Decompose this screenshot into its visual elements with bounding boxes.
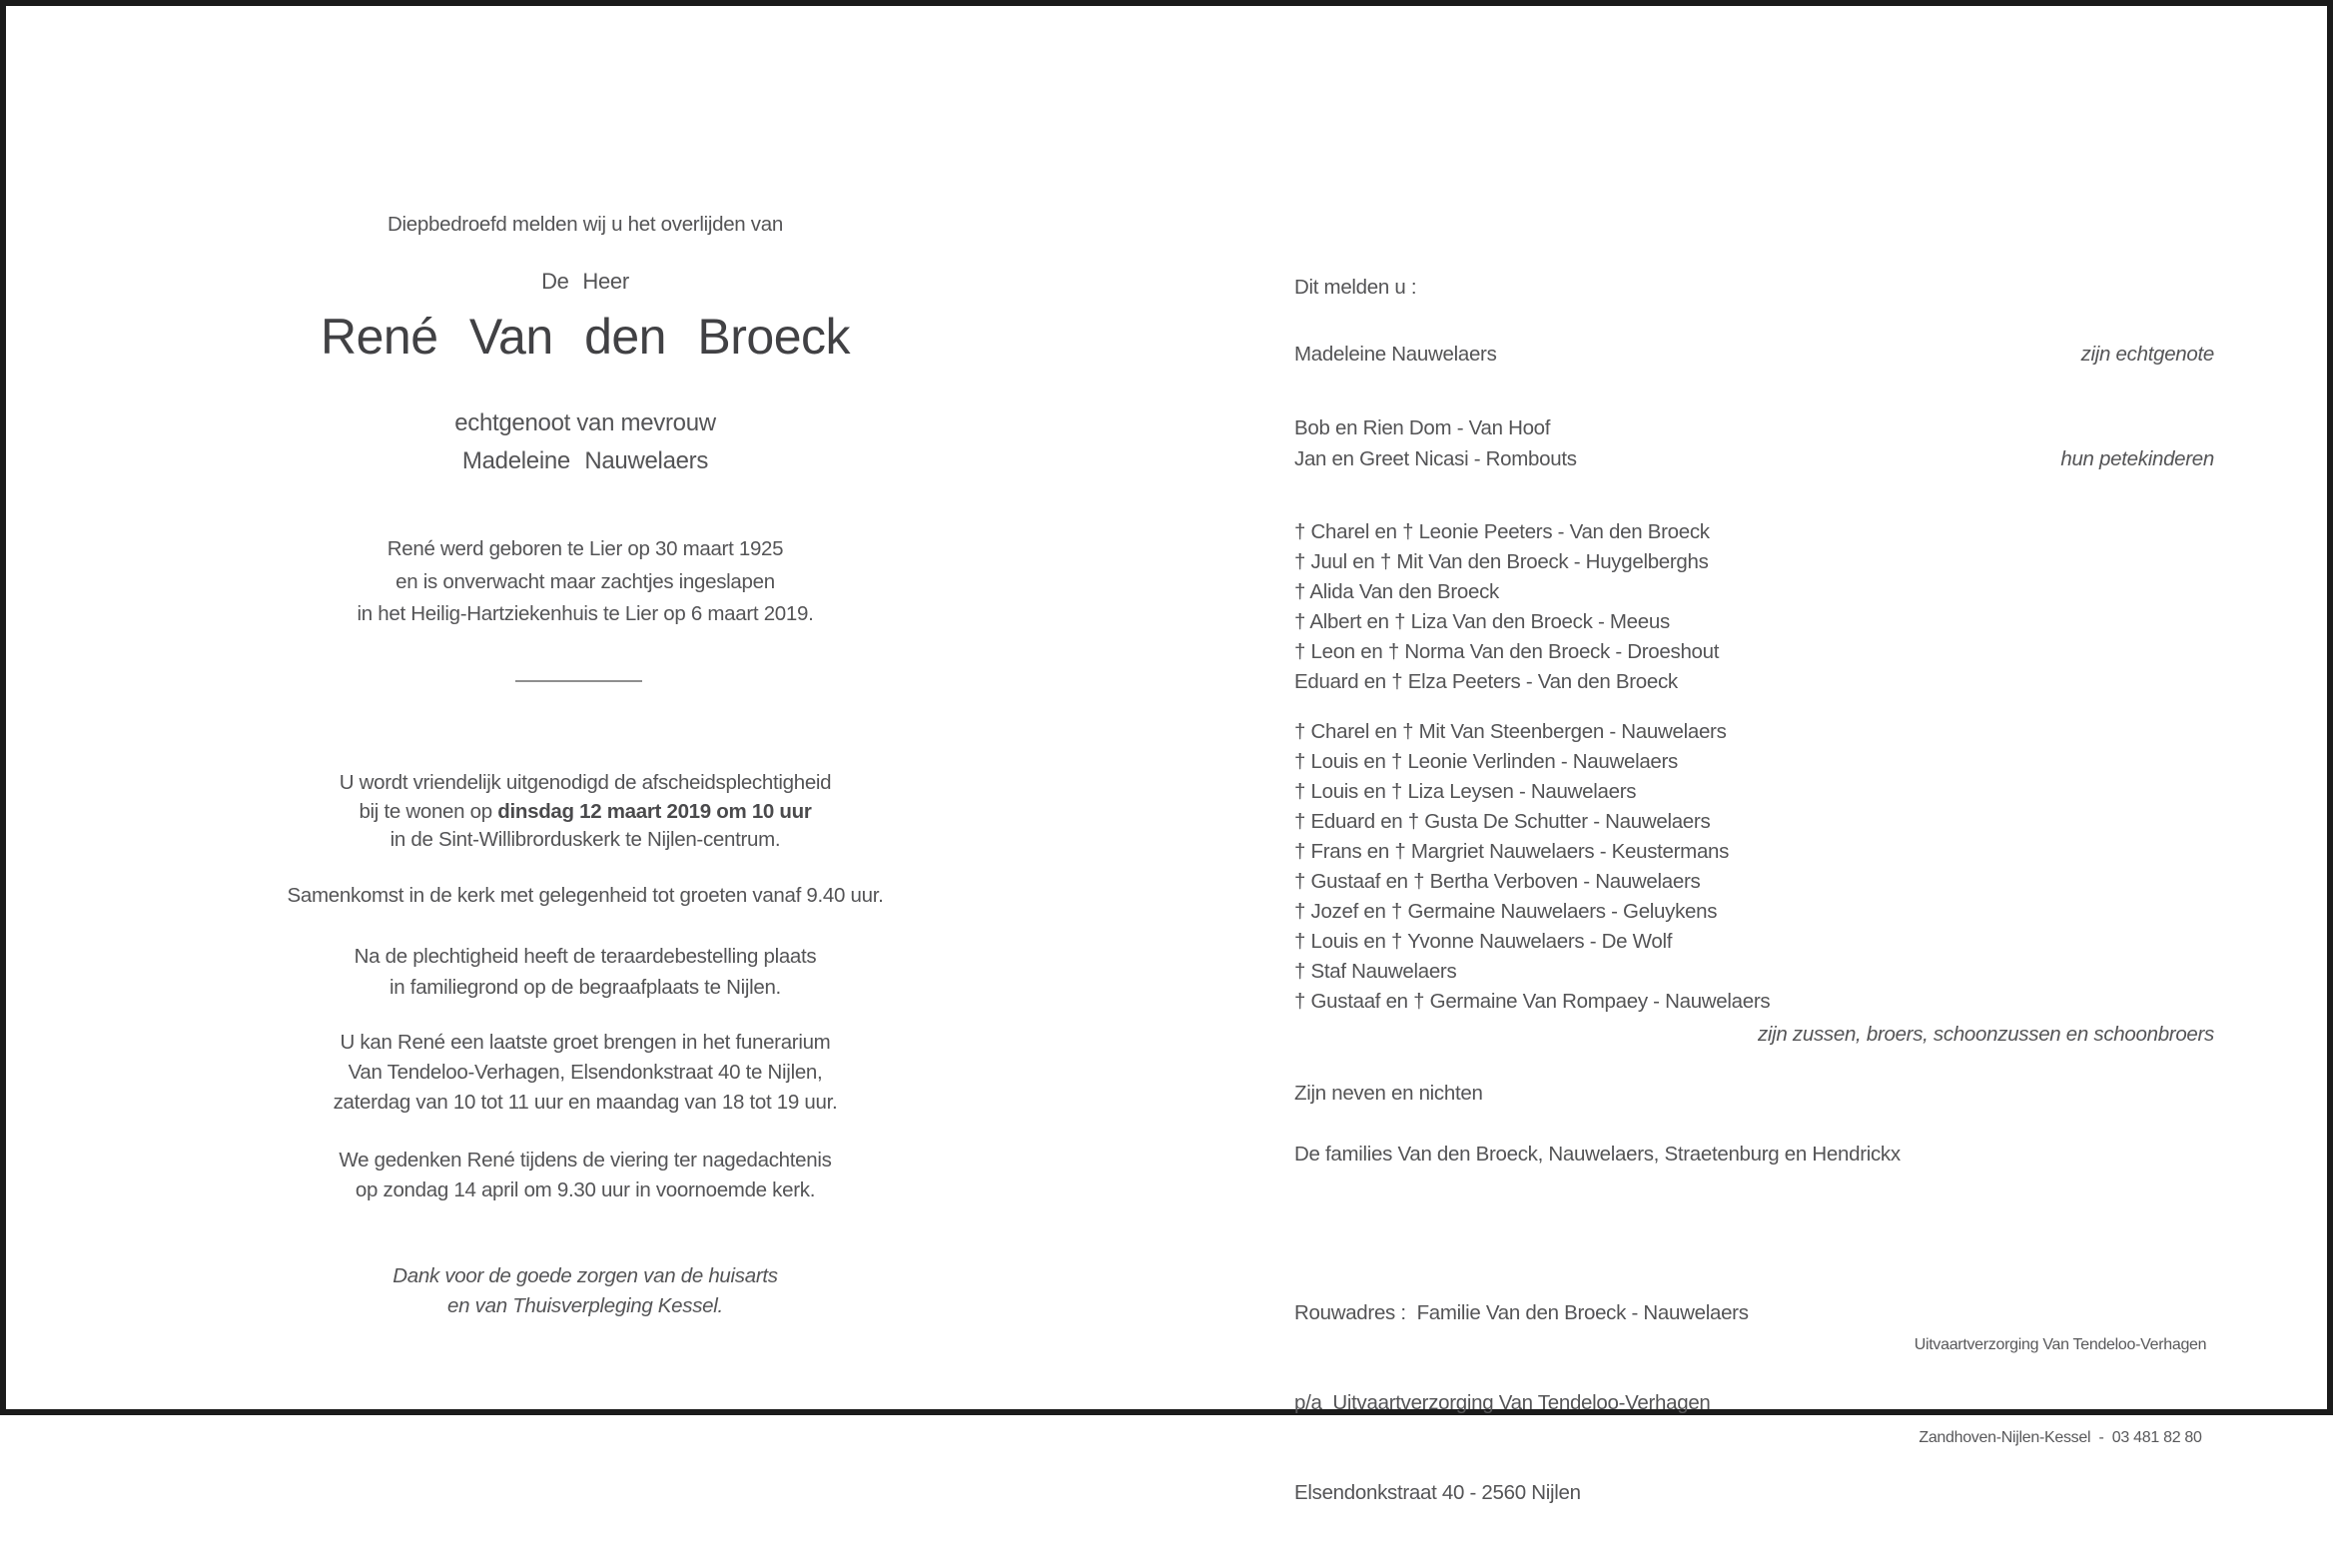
announcement-label: Dit melden u :	[1294, 276, 1417, 299]
ceremony-invitation	[226, 769, 945, 855]
memorial-service-text	[226, 1146, 945, 1205]
godchildren-relation: hun petekinderen	[2060, 447, 2214, 470]
burial-line: in familiegrond op de begraafplaats te Nijlen.	[389, 976, 781, 999]
thanks-text	[226, 1261, 945, 1321]
family-member: † Louis en † Leonie Verlinden - Nauwelaers	[1294, 750, 1678, 773]
siblings-caption: zijn zussen, broers, schoonzussen en schoonbroers	[1757, 1023, 2214, 1046]
family-list-2	[1294, 717, 2214, 1017]
undertaker-credit	[1903, 1267, 2218, 1515]
funerarium-text	[226, 1028, 945, 1118]
family-member: † Juul en † Mit Van den Broeck - Huygelberghs	[1294, 550, 1709, 573]
birth-line: en is onverwacht maar zachtjes ingeslapen	[395, 569, 775, 593]
family-member: † Eduard en † Gusta De Schutter - Nauwelaers	[1294, 810, 1711, 833]
divider-line	[515, 680, 642, 682]
widow-row	[1294, 340, 2214, 370]
funerarium-line: U kan René een laatste groet brengen in het funerarium	[340, 1031, 831, 1054]
families-line: De families Van den Broeck, Nauwelaers, Straetenburg en Hendrickx	[1294, 1143, 1901, 1166]
family-member: † Frans en † Margriet Nauwelaers - Keustermans	[1294, 840, 1730, 863]
birth-death-text	[226, 533, 945, 631]
family-member: † Jozef en † Germaine Nauwelaers - Geluykens	[1294, 900, 1718, 923]
burial-line: Na de plechtigheid heeft de teraardebestelling plaats	[354, 945, 817, 968]
family-member: † Louis en † Yvonne Nauwelaers - De Wolf	[1294, 930, 1673, 953]
cousins-line: Zijn neven en nichten	[1294, 1082, 1483, 1105]
mourning-address-line: Rouwadres : Familie Van den Broeck - Nauwelaers	[1294, 1301, 1749, 1324]
intro-text: Diepbedroefd melden wij u het overlijden van	[388, 213, 783, 236]
invitation-prefix: bij te wonen op	[359, 799, 498, 823]
invitation-line: in de Sint-Willibrorduskerk te Nijlen-centrum.	[389, 828, 781, 851]
family-member: † Leon en † Norma Van den Broeck - Droeshout	[1294, 640, 1720, 663]
deceased-title: De Heer	[541, 269, 629, 294]
mourning-address-line: Elsendonkstraat 40 - 2560 Nijlen	[1294, 1481, 1581, 1504]
thanks-line: Dank voor de goede zorgen van de huisarts	[392, 1264, 778, 1287]
burial-text	[226, 941, 945, 1003]
family-member: † Louis en † Liza Leysen - Nauwelaers	[1294, 780, 1637, 803]
godchildren-line: Jan en Greet Nicasi - Rombouts	[1294, 447, 1577, 470]
undertaker-name: Uitvaartverzorging Van Tendeloo-Verhagen	[1914, 1336, 2207, 1353]
deceased-name: René Van den Broeck	[321, 309, 850, 365]
invitation-line	[226, 798, 945, 827]
spouse-name: Madeleine Nauwelaers	[461, 447, 709, 474]
ceremony-datetime: dinsdag 12 maart 2019 om 10 uur	[497, 799, 812, 823]
memorial-line: We gedenken René tijdens de viering ter nagedachtenis	[339, 1149, 832, 1172]
thanks-line: en van Thuisverpleging Kessel.	[447, 1294, 723, 1317]
family-list-1	[1294, 517, 2214, 697]
funerarium-line: Van Tendeloo-Verhagen, Elsendonkstraat 40 te Nijlen,	[348, 1061, 823, 1084]
family-member: † Charel en † Mit Van Steenbergen - Nauwelaers	[1294, 720, 1727, 743]
family-member: † Alida Van den Broeck	[1294, 580, 1499, 603]
spouse-intro: echtgenoot van mevrouw	[454, 409, 716, 436]
widow-name: Madeleine Nauwelaers	[1294, 343, 1497, 366]
memorial-line: op zondag 14 april om 9.30 uur in voornoemde kerk.	[355, 1178, 816, 1201]
family-member: † Staf Nauwelaers	[1294, 960, 1457, 983]
undertaker-location-phone: Zandhoven-Nijlen-Kessel - 03 481 82 80	[1919, 1429, 2202, 1446]
family-member: † Charel en † Leonie Peeters - Van den Broeck	[1294, 520, 1710, 543]
godchildren-row	[1294, 443, 2214, 474]
family-member: † Gustaaf en † Germaine Van Rompaey - Nauwelaers	[1294, 990, 1771, 1013]
family-member: † Gustaaf en † Bertha Verboven - Nauwelaers	[1294, 870, 1701, 893]
widow-relation: zijn echtgenote	[2080, 343, 2214, 366]
birth-line: René werd geboren te Lier op 30 maart 1925	[387, 537, 784, 560]
family-member: † Albert en † Liza Van den Broeck - Meeus	[1294, 610, 1670, 633]
invitation-line: U wordt vriendelijk uitgenodigd de afscheidsplechtigheid	[339, 771, 832, 794]
spouse-block	[226, 404, 945, 480]
birth-line: in het Heilig-Hartziekenhuis te Lier op 6 maart 2019.	[357, 602, 814, 625]
mourning-address-line: p/a Uitvaartverzorging Van Tendeloo-Verhagen	[1294, 1391, 1711, 1414]
godchildren-block	[1294, 412, 2214, 474]
godchildren-line: Bob en Rien Dom - Van Hoof	[1294, 416, 1551, 439]
gathering-text: Samenkomst in de kerk met gelegenheid tot groeten vanaf 9.40 uur.	[287, 884, 884, 907]
funerarium-line: zaterdag van 10 tot 11 uur en maandag van 18 tot 19 uur.	[333, 1091, 838, 1114]
family-member: Eduard en † Elza Peeters - Van den Broeck	[1294, 670, 1678, 693]
